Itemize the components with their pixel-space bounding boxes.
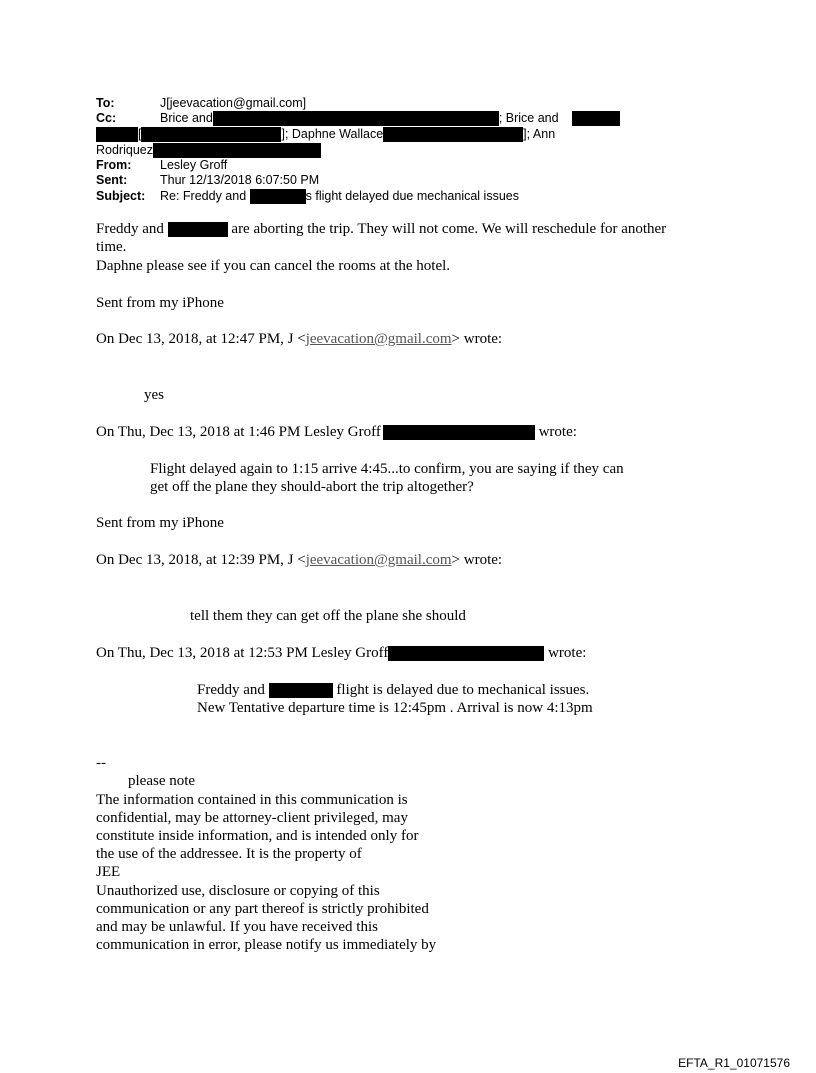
disclaimer-line: communication in error, please notify us immediately by [96, 937, 437, 953]
orig-line-1 [197, 681, 589, 699]
p1-start: Freddy and [96, 221, 164, 237]
disclaimer-line: The information contained in this communication is [96, 792, 408, 808]
quote1-start: On Dec 13, 2018, at 12:47 PM, J < [96, 331, 306, 347]
redaction-block [383, 425, 535, 440]
redaction-block [388, 646, 544, 661]
disclaimer-line: confidential, may be attorney-client privileged, may [96, 810, 408, 826]
disclaimer-line: communication or any part thereof is strictly prohibited [96, 901, 429, 917]
reply-yes: yes [144, 387, 164, 403]
subject-start: Re: Freddy and [160, 189, 247, 203]
quote1-end: > wrote: [451, 331, 503, 347]
flight-line-2: get off the plane they should-abort the trip altogether? [150, 479, 474, 495]
subject-label: Subject: [96, 189, 146, 203]
quote3-end: > wrote: [451, 552, 503, 568]
redaction-block [269, 683, 333, 698]
message-paragraph-1-cont: time. [96, 239, 127, 255]
cc-recipient-1: Brice and [160, 111, 213, 125]
cc-recipient-3: ]; Daphne Wallace [281, 127, 384, 141]
disclaimer-line: Unauthorized use, disclosure or copying of this [96, 883, 380, 899]
cc-label: Cc: [96, 111, 117, 125]
quote2-start: On Thu, Dec 13, 2018 at 1:46 PM Lesley Groff [96, 424, 381, 440]
quote4-end: wrote: [544, 645, 587, 661]
signature-iphone-1: Sent from my iPhone [96, 295, 224, 311]
disclaimer-line: JEE [96, 864, 121, 880]
to-value: J[jeevacation@gmail.com] [160, 96, 307, 110]
quote-header-1 [96, 330, 502, 348]
cc-line-3 [96, 143, 321, 158]
redaction-block [383, 127, 523, 142]
signature-iphone-2: Sent from my iPhone [96, 515, 224, 531]
redaction-block [572, 111, 620, 126]
cc-line-2 [96, 127, 555, 142]
email-link[interactable]: jeevacation@gmail.com [305, 331, 452, 347]
redaction-block [213, 111, 499, 126]
reply-tell: tell them they can get off the plane she should [190, 608, 466, 624]
cc-recipient-4-surname: Rodriquez [96, 143, 153, 157]
redaction-block [250, 189, 306, 204]
to-label: To: [96, 96, 115, 110]
quote-header-3 [96, 551, 502, 569]
cc-recipient-4: ]; Ann [523, 127, 556, 141]
subject-end: s flight delayed due mechanical issues [305, 189, 519, 203]
cc-recipient-2: ; Brice and [498, 111, 559, 125]
quote2-end: wrote: [534, 424, 577, 440]
redaction-block [96, 127, 138, 142]
cc-bracket: [ [138, 127, 142, 141]
flight-line-1: Flight delayed again to 1:15 arrive 4:45...to confirm, you are saying if they can [150, 461, 624, 477]
orig1-start: Freddy and [197, 682, 265, 698]
document-id: EFTA_R1_01071576 [678, 1056, 790, 1070]
p1-end: are aborting the trip. They will not come. We will reschedule for another [227, 221, 667, 237]
orig1-end: flight is delayed due to mechanical issues. [332, 682, 590, 698]
disclaimer-line: and may be unlawful. If you have received this [96, 919, 378, 935]
quote3-start: On Dec 13, 2018, at 12:39 PM, J < [96, 552, 306, 568]
cc-line-1 [160, 111, 559, 126]
disclaimer-line: the use of the addressee. It is the property of [96, 846, 362, 862]
sent-value: Thur 12/13/2018 6:07:50 PM [160, 173, 320, 187]
orig-line-2: New Tentative departure time is 12:45pm . Arrival is now 4:13pm [197, 700, 593, 716]
redaction-block [168, 222, 228, 237]
redaction-block [141, 127, 281, 142]
from-value: Lesley Groff [160, 158, 228, 172]
from-label: From: [96, 158, 132, 172]
message-paragraph-2: Daphne please see if you can cancel the rooms at the hotel. [96, 258, 451, 274]
message-paragraph-1 [96, 220, 666, 238]
disclaimer-separator: -- [96, 755, 106, 771]
subject-value [160, 189, 519, 204]
disclaimer-line: constitute inside information, and is intended only for [96, 828, 419, 844]
quote4-start: On Thu, Dec 13, 2018 at 12:53 PM Lesley Groff [96, 645, 389, 661]
email-link[interactable]: jeevacation@gmail.com [305, 552, 452, 568]
quote-header-2 [96, 423, 577, 441]
sent-label: Sent: [96, 173, 128, 187]
disclaimer-note: please note [128, 773, 196, 789]
redaction-block [153, 143, 321, 158]
quote-header-4 [96, 644, 586, 662]
